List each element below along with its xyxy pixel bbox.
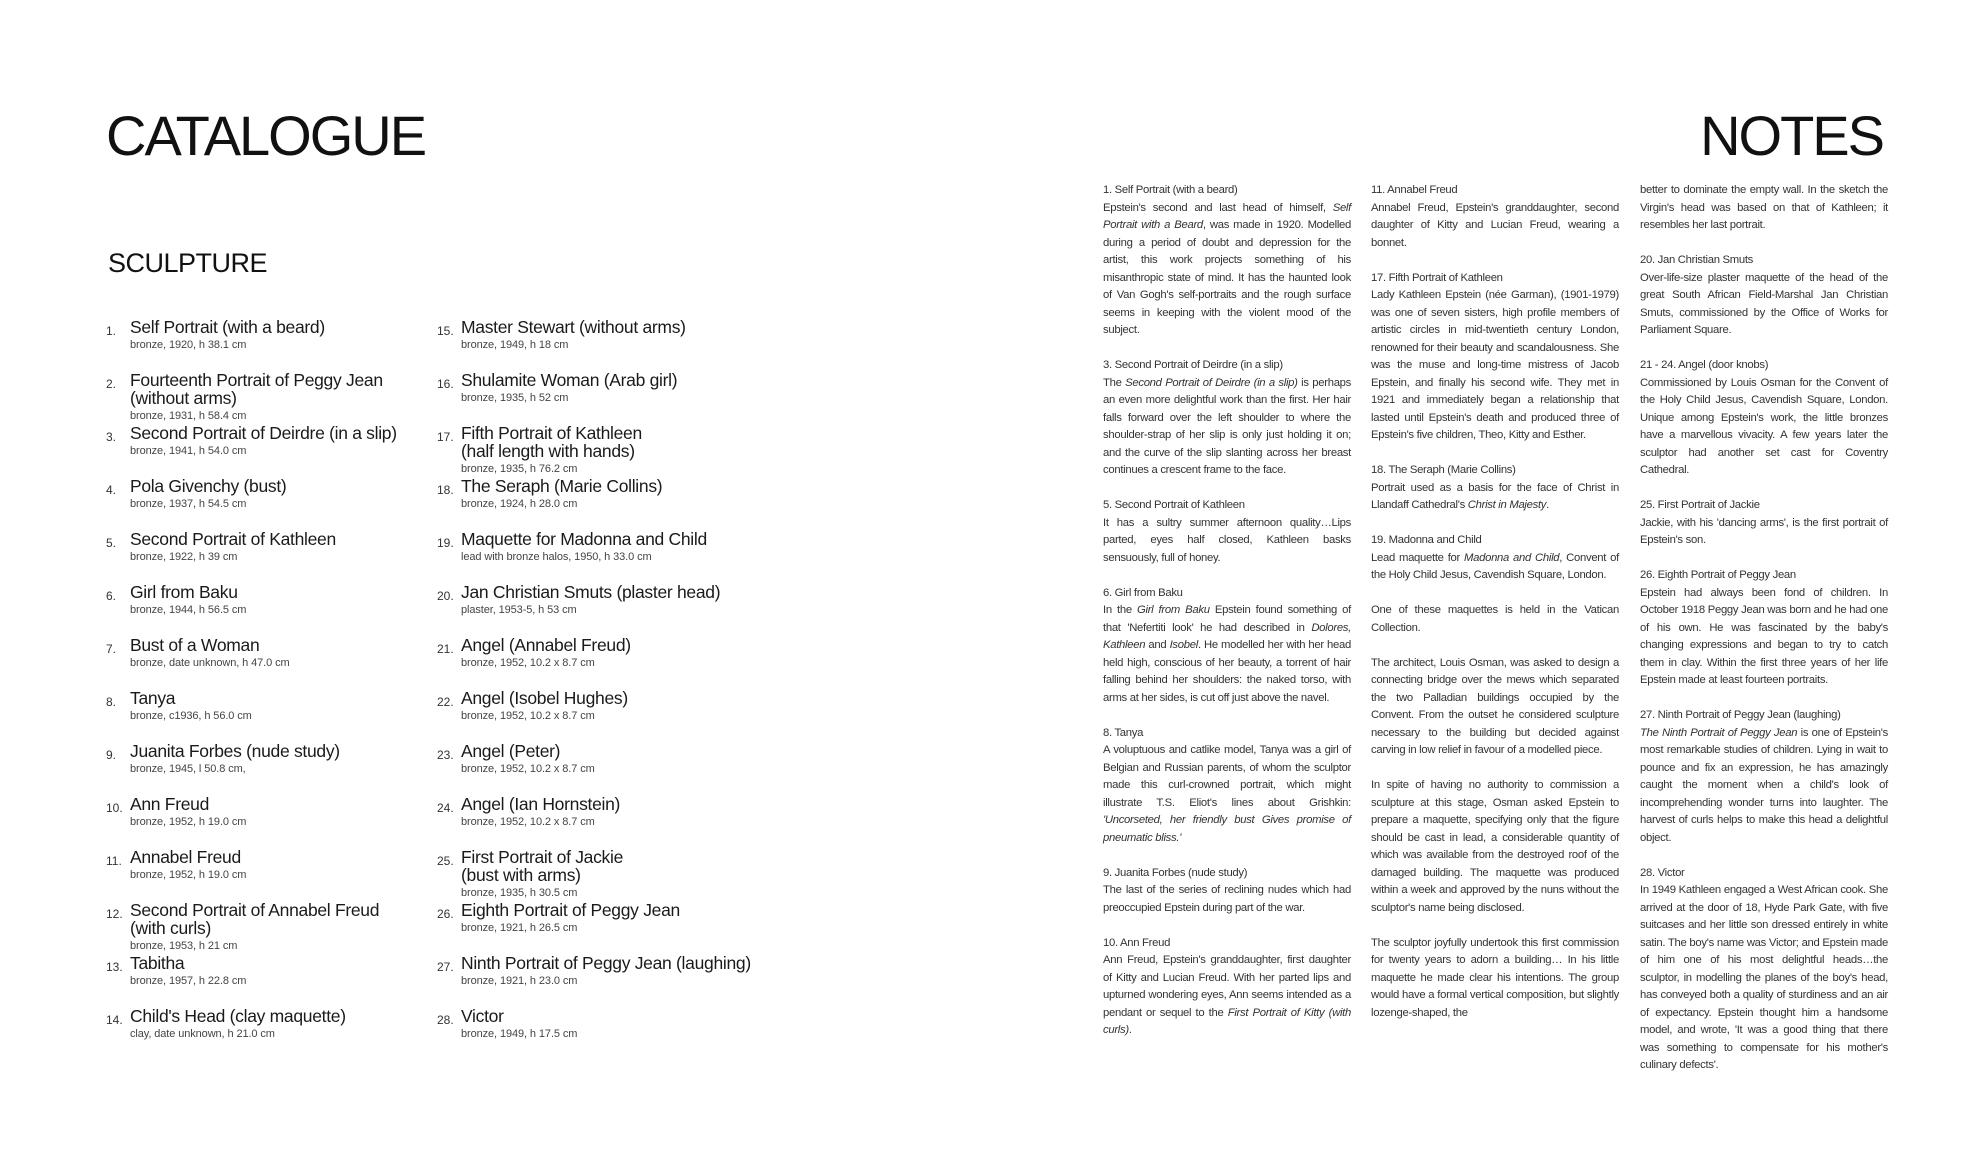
note-body: Lead maquette for Madonna and Child, Convent of the Holy Child Jesus, Cavendish Square, London. (1371, 551, 1619, 581)
catalogue-item-number: 7. (106, 642, 117, 656)
catalogue-item-number: 11. (106, 854, 122, 868)
catalogue-item-detail: bronze, 1952, 10.2 x 8.7 cm (461, 657, 595, 669)
catalogue-item-title: Ann Freud (130, 794, 210, 814)
catalogue-item (106, 477, 436, 510)
catalogue-item-detail: bronze, date unknown, h 47.0 cm (130, 657, 290, 669)
note-heading: 6. Girl from Baku (1103, 586, 1183, 599)
catalogue-item-number: 22. (437, 695, 454, 709)
catalogue-item-number: 14. (106, 1013, 123, 1027)
note-heading: 3. Second Portrait of Deirdre (in a slip) (1103, 359, 1283, 371)
catalogue-item-title: Juanita Forbes (nude study) (130, 741, 340, 761)
note-body: It has a sultry summer afternoon quality…Lips parted, eyes half closed, Kathleen basks sensuously, full of honey. (1103, 516, 1351, 564)
catalogue-item-title: Eighth Portrait of Peggy Jean (461, 900, 680, 920)
catalogue-item-number: 13. (106, 960, 123, 974)
catalogue-item-title: Angel (Ian Hornstein) (461, 794, 621, 814)
catalogue-item-detail: bronze, 1941, h 54.0 cm (130, 445, 247, 457)
catalogue-item-detail: bronze, 1944, h 56.5 cm (130, 604, 247, 616)
catalogue-item-number: 9. (106, 748, 117, 762)
note-entry (1103, 935, 1351, 1040)
catalogue-item-title: Child's Head (clay maquette) (130, 1006, 346, 1026)
note-entry (1640, 252, 1888, 340)
catalogue-item (437, 636, 797, 669)
catalogue-item-number: 25. (437, 854, 454, 868)
catalogue-item-title: Girl from Baku (130, 582, 238, 602)
note-body: Commissioned by Louis Osman for the Convent of the Holy Child Jesus, Cavendish Square, London. Unique among Epstein's work, the little bronzes have a marvellous vivacity. A few years later the sculptor had another set cast for Coventry Cathedral. (1640, 376, 1888, 476)
catalogue-item-detail: bronze, c1936, h 56.0 cm (130, 710, 252, 722)
catalogue-item-title: Self Portrait (with a beard) (130, 317, 325, 337)
note-entry (1371, 270, 1619, 445)
catalogue-item-title: Victor (461, 1006, 504, 1026)
catalogue-item-detail: bronze, 1952, 10.2 x 8.7 cm (461, 710, 595, 722)
catalogue-item (106, 424, 436, 457)
catalogue-item-detail: bronze, 1931, h 58.4 cm (130, 410, 247, 422)
note-heading: 26. Eighth Portrait of Peggy Jean (1640, 569, 1796, 581)
catalogue-item-number: 2. (106, 377, 117, 391)
catalogue-item-detail: bronze, 1935, h 52 cm (461, 392, 569, 404)
catalogue-item (437, 848, 797, 899)
catalogue-item-number: 23. (437, 748, 454, 762)
note-heading: 1. Self Portrait (with a beard) (1103, 184, 1238, 196)
catalogue-item-detail: bronze, 1952, h 19.0 cm (130, 869, 247, 881)
catalogue-item (437, 477, 797, 510)
note-entry (1640, 497, 1888, 550)
note-heading: 25. First Portrait of Jackie (1640, 499, 1760, 511)
note-entry (1103, 182, 1351, 340)
catalogue-item-number: 20. (437, 589, 454, 603)
catalogue-item (437, 371, 797, 404)
catalogue-item (106, 583, 436, 616)
note-body: Jackie, with his 'dancing arms', is the first portrait of Epstein's son. (1640, 516, 1888, 546)
catalogue-item-number: 15. (437, 324, 454, 338)
catalogue-item-title: Tabitha (130, 953, 185, 973)
catalogue-item-number: 10. (106, 801, 123, 815)
catalogue-item-number: 27. (437, 960, 454, 974)
catalogue-item-title: Maquette for Madonna and Child (461, 529, 707, 549)
catalogue-item (437, 742, 797, 775)
note-entry (1640, 865, 1888, 1075)
catalogue-item-detail: bronze, 1921, h 23.0 cm (461, 975, 578, 987)
catalogue-item-number: 1. (106, 324, 117, 338)
note-body: Over-life-size plaster maquette of the head of the great South African Field-Marshal Jan Christian Smuts, commissioned by the Office of Works for Parliament Square. (1640, 271, 1888, 336)
notes-title: NOTES (1700, 104, 1883, 167)
note-body: A voluptuous and catlike model, Tanya was a girl of Belgian and Russian parents, of whom the sculptor made this curl-crowned portrait, which might illustrate T.S. Eliot's lines about Grishkin: 'Uncorseted, her friendly bust Gives promise of pneumatic bliss.' (1103, 744, 1351, 844)
catalogue-item-number: 21. (437, 642, 454, 656)
catalogue-item (437, 530, 797, 563)
catalogue-item-detail: plaster, 1953-5, h 53 cm (461, 604, 577, 616)
catalogue-item (106, 530, 436, 563)
note-entry (1640, 567, 1888, 690)
catalogue-item (106, 954, 436, 987)
note-body: Annabel Freud, Epstein's granddaughter, second daughter of Kitty and Lucian Freud, wearing a bonnet. (1371, 201, 1619, 249)
note-heading: 27. Ninth Portrait of Peggy Jean (laughing) (1640, 709, 1841, 721)
catalogue-item-title: Angel (Annabel Freud) (461, 635, 631, 655)
catalogue-item-title: Tanya (130, 688, 176, 708)
catalogue-item (106, 848, 436, 881)
note-heading: 17. Fifth Portrait of Kathleen (1371, 271, 1503, 284)
catalogue-title: CATALOGUE (106, 104, 426, 167)
catalogue-item (106, 318, 436, 351)
notes-column-2 (1371, 182, 1619, 1040)
catalogue-item-detail: bronze, 1945, l 50.8 cm, (130, 763, 246, 775)
catalogue-item-detail: bronze, 1935, h 76.2 cm (461, 463, 578, 475)
note-entry (1371, 602, 1619, 637)
catalogue-item-title: Angel (Peter) (461, 741, 561, 761)
catalogue-item-detail: bronze, 1922, h 39 cm (130, 551, 238, 563)
catalogue-item (437, 689, 797, 722)
catalogue-item-number: 3. (106, 430, 117, 444)
catalogue-item-detail: bronze, 1920, h 38.1 cm (130, 339, 247, 351)
note-heading: 20. Jan Christian Smuts (1640, 254, 1754, 266)
note-heading: 8. Tanya (1103, 726, 1144, 739)
catalogue-item (437, 901, 797, 934)
catalogue-item-detail: bronze, 1921, h 26.5 cm (461, 922, 578, 934)
note-entry (1640, 357, 1888, 480)
notes-column-1 (1103, 182, 1351, 1057)
note-body: The Second Portrait of Deirdre (in a slip) is perhaps an even more delightful work than the first. Her hair falls forward over the left shoulder to where the shoulder-strap of her slip is only just holding it on; and the curve of the slip slanting across her breast continues a crescent frame to the face. (1103, 376, 1352, 476)
catalogue-item-title: Fifth Portrait of Kathleen (half length with hands) (461, 423, 642, 461)
note-entry (1640, 182, 1888, 235)
note-body: In spite of having no authority to commission a sculpture at this stage, Osman asked Epstein to prepare a maquette, specifying only that the figure should be cast in lead, a considerable quantity of which was available from the destroyed roof of the damaged building. The maquette was produced within a week and approved by the nuns without the sculptor's name being disclosed. (1371, 779, 1619, 914)
catalogue-item (437, 954, 797, 987)
catalogue-item (106, 1007, 436, 1040)
catalogue-item (437, 424, 797, 475)
note-entry (1103, 585, 1351, 708)
catalogue-item-detail: bronze, 1957, h 22.8 cm (130, 975, 247, 987)
note-entry (1103, 357, 1351, 480)
catalogue-item-title: Ninth Portrait of Peggy Jean (laughing) (461, 953, 751, 973)
catalogue-item-number: 19. (437, 536, 454, 550)
note-body: In 1949 Kathleen engaged a West African cook. She arrived at the door of 18, Hyde Park Gate, with five suitcases and her little son dressed entirely in white satin. The boy's name was Victor; and Epstein made of him one of his most delightful heads…the sculptor, in modelling the planes of the boy's head, has conveyed both a quality of sturdiness and an air of expectancy. Epstein thought him a handsome model, and wrote, 'It was a good thing that there was something to compensate for his mother's culinary defects'. (1640, 884, 1888, 1071)
catalogue-item-detail: bronze, 1952, 10.2 x 8.7 cm (461, 763, 595, 775)
catalogue-item (437, 318, 797, 351)
catalogue-item-number: 28. (437, 1013, 454, 1027)
catalogue-item-number: 4. (106, 483, 117, 497)
note-entry (1103, 497, 1351, 567)
catalogue-item-title: Second Portrait of Annabel Freud (with curls) (130, 900, 380, 938)
catalogue-item-title: Pola Givenchy (bust) (130, 476, 287, 496)
catalogue-item-title: Second Portrait of Deirdre (in a slip) (130, 423, 397, 443)
catalogue-item (437, 795, 797, 828)
catalogue-item (106, 795, 436, 828)
catalogue-item-title: Angel (Isobel Hughes) (461, 688, 628, 708)
note-body: The Ninth Portrait of Peggy Jean is one of Epstein's most remarkable studies of children. Lying in wait to pounce and fix an expression, he has amazingly caught the moment when a child's look of incomprehending wonder turns into laughter. The harvest of curls helps to make this head a delightful object. (1640, 726, 1888, 844)
catalogue-item-title: First Portrait of Jackie (bust with arms) (461, 847, 624, 885)
catalogue-item-detail: bronze, 1949, h 17.5 cm (461, 1028, 578, 1040)
note-body: The last of the series of reclining nudes which had preoccupied Epstein during part of the war. (1103, 884, 1351, 914)
note-heading: 5. Second Portrait of Kathleen (1103, 499, 1245, 511)
note-entry (1371, 462, 1619, 515)
catalogue-item-number: 16. (437, 377, 454, 391)
note-entry (1640, 707, 1888, 847)
catalogue-item (106, 742, 436, 775)
note-heading: 10. Ann Freud (1103, 936, 1171, 949)
catalogue-item-detail: clay, date unknown, h 21.0 cm (130, 1028, 275, 1040)
note-heading: 19. Madonna and Child (1371, 534, 1482, 546)
catalogue-item-number: 24. (437, 801, 454, 815)
note-body: One of these maquettes is held in the Vatican Collection. (1371, 604, 1619, 634)
note-heading: 28. Victor (1640, 866, 1685, 879)
catalogue-item-detail: bronze, 1953, h 21 cm (130, 940, 238, 952)
catalogue-item-number: 26. (437, 907, 454, 921)
catalogue-item-detail: bronze, 1952, h 19.0 cm (130, 816, 247, 828)
catalogue-item-detail: lead with bronze halos, 1950, h 33.0 cm (461, 551, 652, 563)
catalogue-item-number: 5. (106, 536, 117, 550)
catalogue-item-title: Master Stewart (without arms) (461, 317, 686, 337)
note-body: In the Girl from Baku Epstein found something of that 'Nefertiti look' he had described in Dolores, Kathleen and Isobel. He modelled her with her head held high, conscious of her beauty, a torrent of hair falling behind her shoulders: the naked torso, with arms at her sides, is cut off just above the navel. (1103, 604, 1352, 704)
note-body: Ann Freud, Epstein's granddaughter, first daughter of Kitty and Lucian Freud. With her parted lips and upturned wondering eyes, Ann seems intended as a pendant or sequel to the First Portrait of Kitty (with curls). (1103, 954, 1351, 1036)
catalogue-item (106, 901, 436, 952)
note-body: The sculptor joyfully undertook this first commission for twenty years to adorn a building… In his little maquette he made clear his intentions. The group would have a formal vertical composition, but slightly lozenge-shaped, the (1371, 936, 1619, 1019)
catalogue-item-detail: bronze, 1935, h 30.5 cm (461, 887, 578, 899)
note-body: The architect, Louis Osman, was asked to design a connecting bridge over the mews which separated the two Palladian buildings occupied by the Convent. From the outset he considered sculpture necessary to the building but decided against carving in low relief in favour of a modelled piece. (1371, 656, 1619, 756)
note-body: Portrait used as a basis for the face of Christ in Llandaff Cathedral's Christ in Majesty. (1371, 481, 1619, 511)
note-body: Epstein had always been fond of children. In October 1918 Peggy Jean was born and he had one of his own. He was fascinated by the baby's changing expressions and began to try to catch them in clay. Within the first three years of her life Epstein made at least fourteen portraits. (1640, 586, 1888, 686)
catalogue-item (106, 636, 436, 669)
note-entry (1371, 777, 1619, 917)
catalogue-item-title: The Seraph (Marie Collins) (461, 476, 663, 496)
note-entry (1103, 865, 1351, 918)
catalogue-item (437, 583, 797, 616)
note-entry (1103, 725, 1351, 848)
note-entry (1371, 935, 1619, 1023)
catalogue-item-detail: bronze, 1937, h 54.5 cm (130, 498, 247, 510)
catalogue-item-detail: bronze, 1952, 10.2 x 8.7 cm (461, 816, 595, 828)
catalogue-item-title: Jan Christian Smuts (plaster head) (461, 582, 721, 602)
note-heading: 21 - 24. Angel (door knobs) (1640, 359, 1769, 371)
note-entry (1371, 182, 1619, 252)
note-body: Epstein's second and last head of himself, Self Portrait with a Beard, was made in 1920. Modelled during a period of doubt and depression for the artist, this work projects something of his misanthropic state of mind. It has the haunted look of Van Gogh's self-portraits and the rough surface seems in keeping with the violent mood of the subject. (1103, 201, 1352, 336)
catalogue-item-detail: bronze, 1924, h 28.0 cm (461, 498, 578, 510)
catalogue-item (106, 371, 436, 422)
notes-column-3 (1640, 182, 1888, 1092)
catalogue-item-title: Shulamite Woman (Arab girl) (461, 370, 678, 390)
note-entry (1371, 655, 1619, 760)
catalogue-item (437, 1007, 797, 1040)
note-entry (1371, 532, 1619, 585)
catalogue-item-number: 8. (106, 695, 117, 709)
catalogue-item-detail: bronze, 1949, h 18 cm (461, 339, 569, 351)
note-heading: 9. Juanita Forbes (nude study) (1103, 866, 1248, 879)
catalogue-item-title: Annabel Freud (130, 847, 241, 867)
note-body: better to dominate the empty wall. In the sketch the Virgin's head was based on that of Kathleen; it resembles her last portrait. (1640, 184, 1888, 231)
catalogue-item-title: Fourteenth Portrait of Peggy Jean (without arms) (130, 370, 383, 408)
catalogue-item-number: 6. (106, 589, 117, 603)
catalogue-item (106, 689, 436, 722)
note-body: Lady Kathleen Epstein (née Garman), (1901-1979) was one of seven sisters, high profile members of artistic circles in mid-twentieth century London, renowned for their beauty and scandalousness. She was the muse and long-time mistress of Jacob Epstein, and finally his second wife. They met in 1921 and immediately began a relationship that lasted until Epstein's death and produced three of Epstein's five children, Theo, Kitty and Esther. (1371, 289, 1619, 441)
catalogue-item-number: 18. (437, 483, 454, 497)
catalogue-item-title: Bust of a Woman (130, 635, 260, 655)
catalogue-item-title: Second Portrait of Kathleen (130, 529, 336, 549)
catalogue-item-number: 12. (106, 907, 123, 921)
catalogue-item-number: 17. (437, 430, 454, 444)
section-title: SCULPTURE (108, 248, 268, 278)
note-heading: 11. Annabel Freud (1371, 184, 1458, 196)
note-heading: 18. The Seraph (Marie Collins) (1371, 464, 1516, 476)
